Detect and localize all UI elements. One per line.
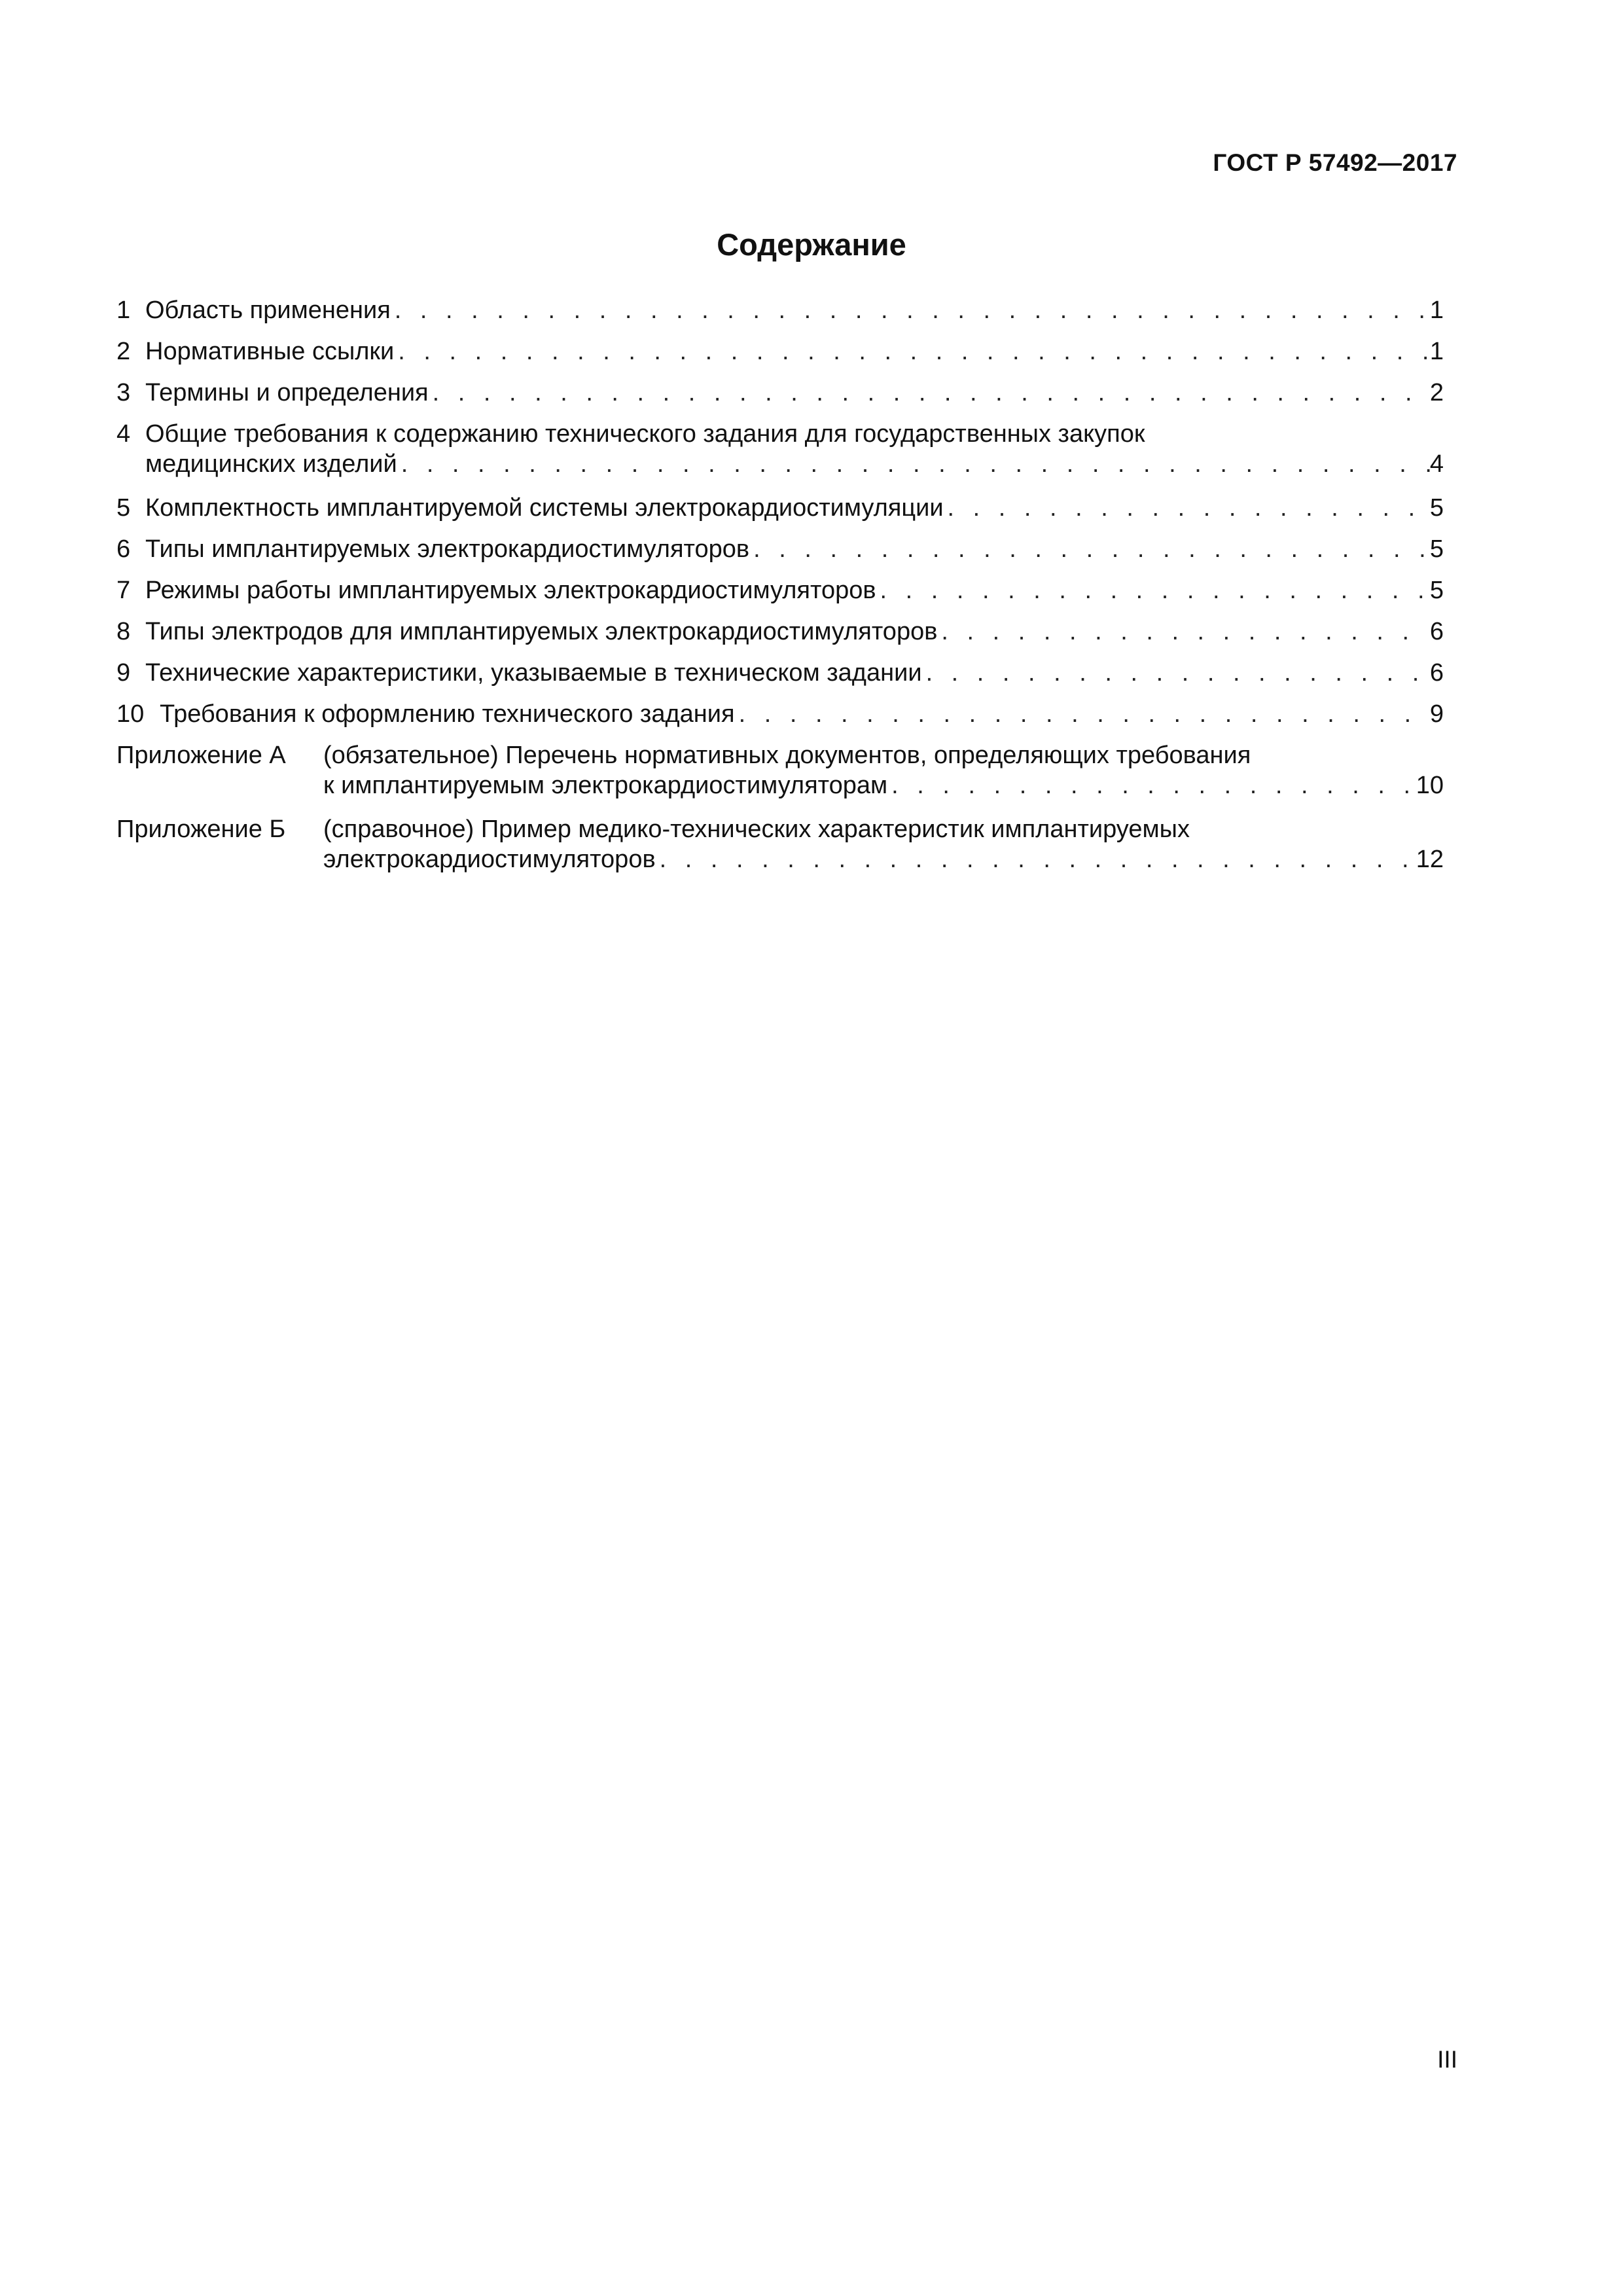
toc-entry-number: 5 bbox=[116, 494, 131, 522]
toc-entry-title: Требования к оформлению технического задания bbox=[160, 700, 735, 728]
toc-appendix-entry[interactable] bbox=[116, 741, 1444, 815]
toc-entry-page: 2 bbox=[1429, 379, 1444, 406]
toc-entry-page: 4 bbox=[1429, 450, 1444, 478]
toc-entry-title: Нормативные ссылки bbox=[145, 338, 395, 365]
toc-entry-number: 2 bbox=[116, 338, 131, 365]
toc-entry-title: Область применения bbox=[145, 296, 391, 324]
document-code: ГОСТ Р 57492—2017 bbox=[1213, 149, 1457, 176]
toc-entry-number: 7 bbox=[116, 577, 131, 604]
toc-entry-number: 8 bbox=[116, 618, 131, 645]
toc-entry-page: 9 bbox=[1429, 700, 1444, 728]
dot-leader bbox=[394, 337, 1430, 367]
appendix-page: 12 bbox=[1416, 845, 1444, 873]
toc-entry[interactable] bbox=[116, 535, 1444, 576]
toc-entry-title: Общие требования к содержанию технического задания для государственных закупок bbox=[145, 420, 1145, 448]
toc-entry-page: 1 bbox=[1429, 296, 1444, 324]
appendix-label: Приложение Б bbox=[116, 816, 286, 843]
toc-entry-page: 5 bbox=[1429, 494, 1444, 522]
appendix-title-continued: к имплантируемым электрокардиостимуляторам bbox=[323, 771, 888, 799]
toc-entry[interactable] bbox=[116, 700, 1444, 741]
toc-entry[interactable] bbox=[116, 378, 1444, 420]
dot-leader bbox=[749, 535, 1430, 565]
toc-entry[interactable] bbox=[116, 296, 1444, 337]
toc-entry-number: 9 bbox=[116, 659, 131, 687]
toc-entry-number: 3 bbox=[116, 379, 131, 406]
table-of-contents bbox=[116, 296, 1444, 889]
toc-entry-page: 6 bbox=[1429, 618, 1444, 645]
toc-entry[interactable] bbox=[116, 576, 1444, 617]
dot-leader bbox=[735, 700, 1430, 730]
toc-entry-number: 4 bbox=[116, 420, 131, 448]
toc-entry-page: 1 bbox=[1429, 338, 1444, 365]
toc-entry-title: Термины и определения bbox=[145, 379, 429, 406]
toc-entry-title: Технические характеристики, указываемые в техническом задании bbox=[145, 659, 922, 687]
toc-entry-title: Типы электродов для имплантируемых электрокардиостимуляторов bbox=[145, 618, 938, 645]
toc-entry-number: 1 bbox=[116, 296, 131, 324]
dot-leader bbox=[944, 493, 1430, 524]
toc-entry-title: Комплектность имплантируемой системы электрокардиостимуляции bbox=[145, 494, 944, 522]
appendix-title: (обязательное) Перечень нормативных документов, определяющих требования bbox=[323, 742, 1251, 769]
toc-appendix-entry[interactable] bbox=[116, 815, 1444, 889]
toc-entry-title: Режимы работы имплантируемых электрокардиостимуляторов bbox=[145, 577, 876, 604]
toc-heading: Содержание bbox=[717, 227, 906, 262]
dot-leader bbox=[937, 617, 1429, 647]
toc-entry-title-continued: медицинских изделий bbox=[145, 450, 397, 478]
dot-leader bbox=[887, 771, 1416, 801]
appendix-label: Приложение А bbox=[116, 742, 286, 769]
toc-entry-number: 10 bbox=[116, 700, 145, 728]
toc-entry[interactable] bbox=[116, 617, 1444, 658]
appendix-title: (справочное) Пример медико-технических характеристик имплантируемых bbox=[323, 816, 1190, 843]
toc-entry[interactable] bbox=[116, 420, 1444, 493]
toc-entry[interactable] bbox=[116, 337, 1444, 378]
dot-leader bbox=[397, 450, 1430, 480]
dot-leader bbox=[429, 378, 1430, 408]
dot-leader bbox=[876, 576, 1430, 606]
toc-entry-page: 5 bbox=[1429, 535, 1444, 563]
toc-entry-number: 6 bbox=[116, 535, 131, 563]
toc-entry[interactable] bbox=[116, 658, 1444, 700]
toc-entry[interactable] bbox=[116, 493, 1444, 535]
appendix-title-continued: электрокардиостимуляторов bbox=[323, 845, 656, 873]
page-number: III bbox=[1437, 2046, 1457, 2073]
appendix-page: 10 bbox=[1416, 771, 1444, 799]
dot-leader bbox=[656, 845, 1416, 875]
dot-leader bbox=[391, 296, 1430, 326]
toc-entry-title: Типы имплантируемых электрокардиостимуляторов bbox=[145, 535, 750, 563]
dot-leader bbox=[922, 658, 1430, 689]
toc-entry-page: 5 bbox=[1429, 577, 1444, 604]
toc-entry-page: 6 bbox=[1429, 659, 1444, 687]
